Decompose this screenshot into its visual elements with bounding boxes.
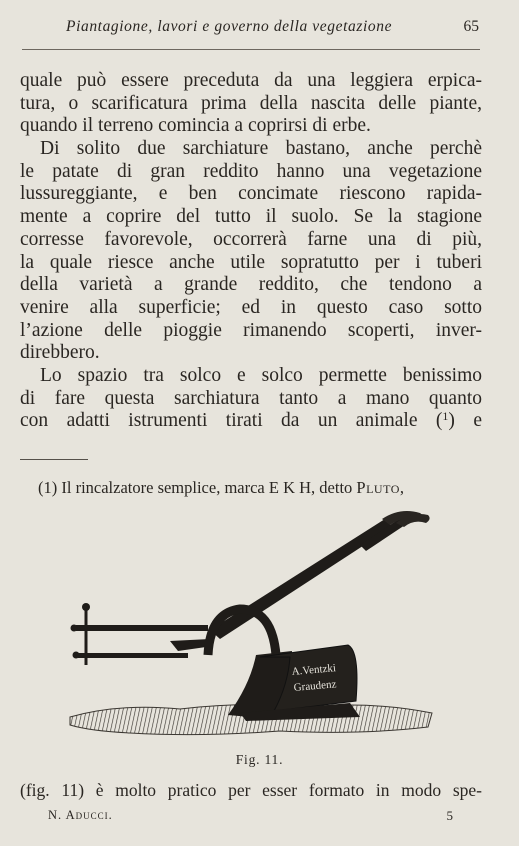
figure-caption: Fig. 11. [235,752,284,767]
body-line: quando il terreno comincia a coprirsi di erbe. [20,115,371,137]
hitch-ring-bottom [73,652,80,659]
plough-engraving [60,505,440,745]
hitch-ring-left [71,625,78,632]
running-title: Piantagione, lavori e governo della vegetazione [66,18,393,35]
body-line: le patate di gran reddito hanno una vegetazione [20,160,482,182]
body-line: corresse favorevole, occorrerà farne una di più, [20,228,482,250]
body-line: direbbero. [20,342,100,364]
body-text [20,70,482,433]
body-line: venire alla superficie; ed in questo caso sotto [20,296,482,318]
body-line-tail: e [454,410,482,432]
footnote-rule [20,459,88,460]
printer-signature-author: N. Aducci. [48,808,113,822]
footnote-reference: 1 [442,409,449,424]
page-number: 65 [463,18,479,35]
body-line: tura, o scarificatura prima della nascita delle piante, [20,92,482,114]
draw-bar-upper [76,625,208,631]
header-rule [22,49,480,50]
continuation-line: (fig. 11) è molto pratico per esser formato in modo spe- [20,780,482,800]
body-line: della varietà a grande reddito, che tendono a [20,274,482,296]
footnote-marker: (1) [38,478,58,497]
plough-handle [210,519,392,639]
figure-plough-illustration [60,505,440,745]
body-line: Di solito due sarchiature bastano, anche perchè [40,138,482,160]
plate-maker-text: A.Ventzki [291,662,337,678]
plate-city-text: Graudenz [293,678,337,694]
body-line: quale può essere preceduta da una leggiera erpica- [20,70,482,91]
body-line: Lo spazio tra solco e solco permette benissimo [40,364,482,386]
body-line: lussureggiante, e ben concimate riescono rapida- [20,183,482,205]
body-line: la quale riesce anche utile sopratutto per i tuberi [20,251,482,273]
footnote-text: Il rincalzatore semplice, marca E K H, detto [57,478,357,497]
printer-signature-number: 5 [446,808,453,823]
body-line: di fare questa sarchiatura tanto a mano quanto [20,387,482,409]
running-head [0,18,519,42]
hitch-ring-top [82,603,90,611]
body-line-with-note-ref: con adatti istrumenti tirati da un animale ($^1$) e [20,409,482,432]
body-line: l’azione delle pioggie rimanendo scoperti, inver- [20,319,482,341]
body-line-text: con adatti istrumenti tirati da un animale [20,410,418,432]
draw-bar-lower [78,653,188,658]
body-line: mente a coprire del tutto il suolo. Se la stagione [20,206,482,228]
footnote-product-name: Pluto, [356,478,405,497]
footnote [38,478,405,498]
